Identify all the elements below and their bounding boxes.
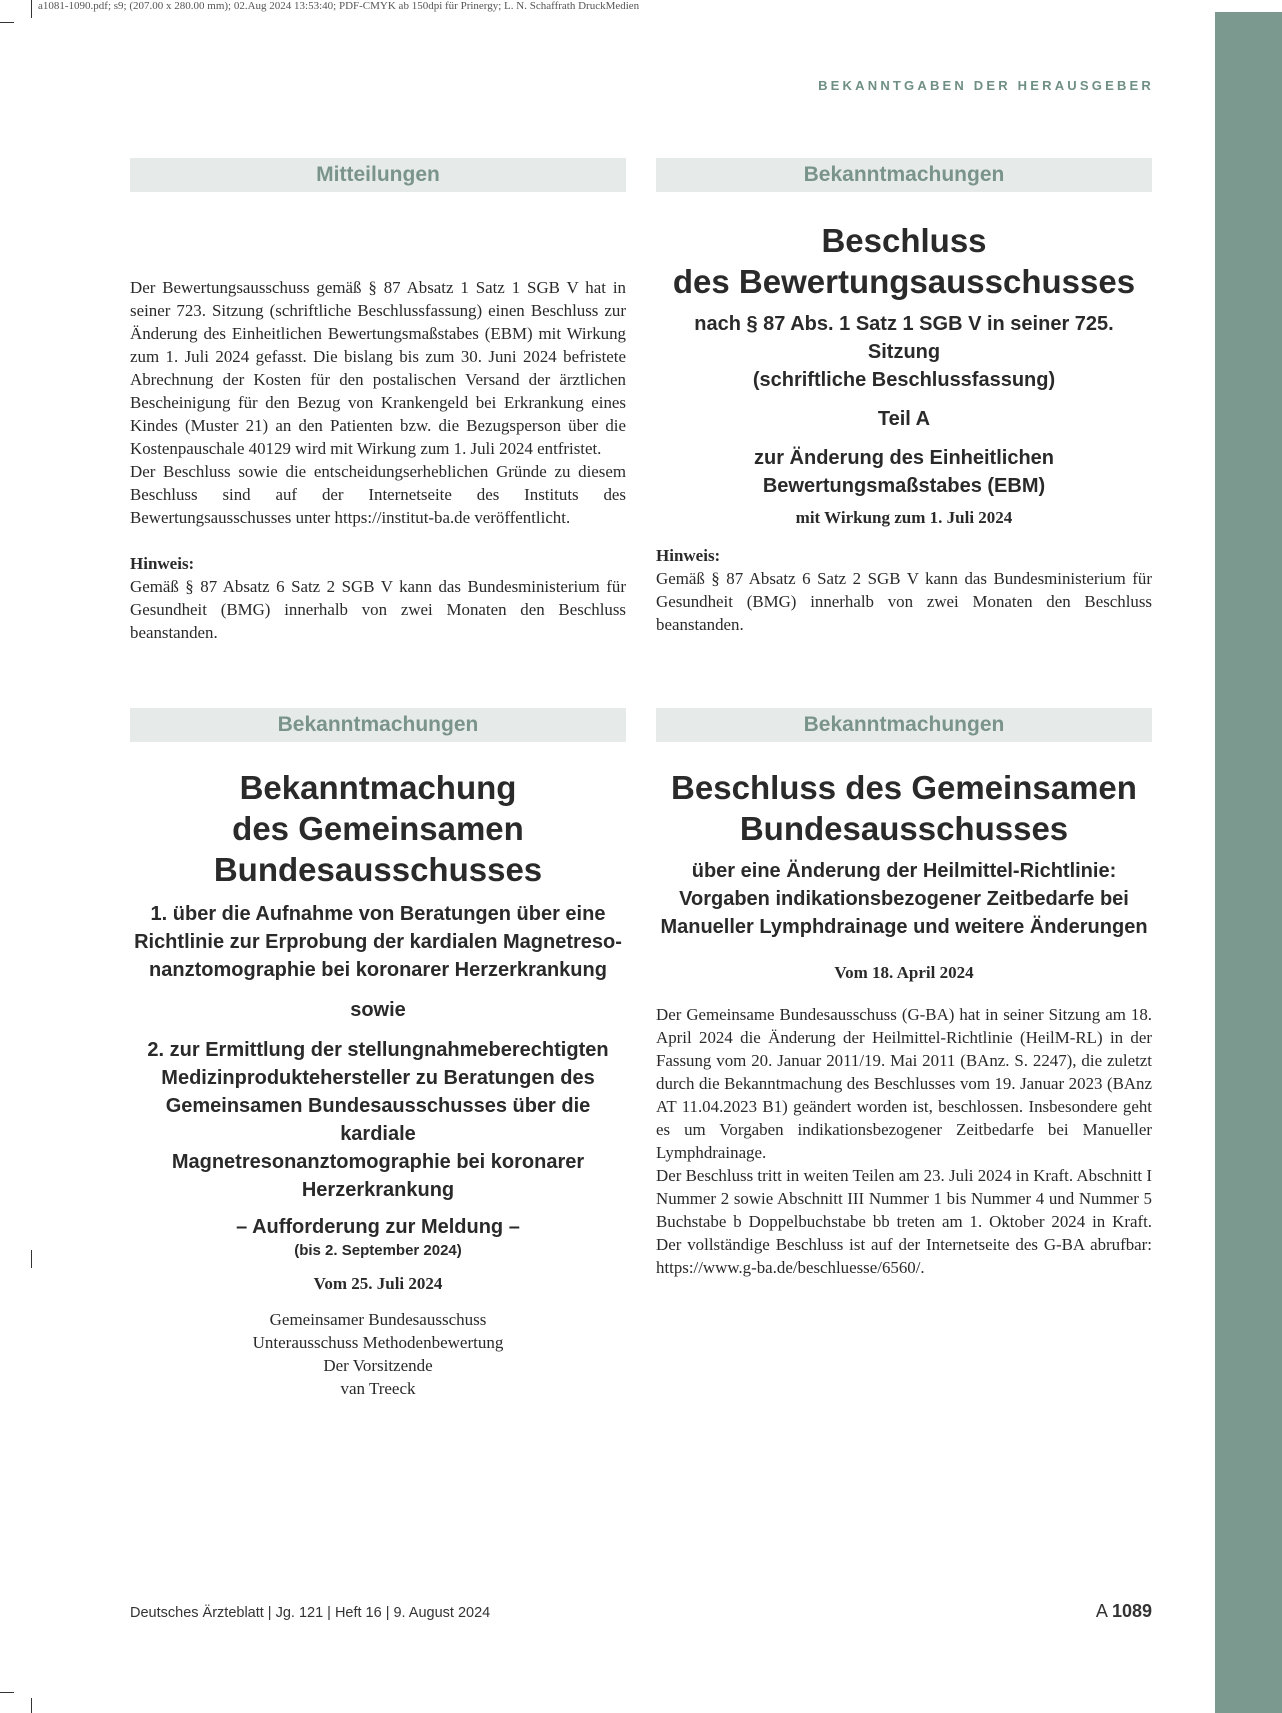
conjunction: sowie	[350, 999, 406, 1021]
article-title: Bekanntmachung	[239, 769, 517, 806]
footer-journal: Deutsches Ärzteblatt	[130, 1605, 264, 1621]
hinweis-text: Gemäß § 87 Absatz 6 Satz 2 SGB V kann das Bundesministerium für Gesundheit (BMG) innerhalb von zwei Monaten den Beschluss beanstanden.	[130, 577, 626, 642]
footer-issue: Heft 16	[334, 1605, 382, 1621]
article-title: Beschluss	[821, 222, 987, 259]
crop-mark-bottom-left-vertical	[31, 1698, 32, 1713]
page-prefix: A	[1095, 1601, 1107, 1621]
crop-mark-top-left-vertical	[31, 0, 32, 18]
article-title: Bundesausschusses	[739, 810, 1069, 847]
agenda-item-2: Medizinproduktehersteller zu Beratungen des	[161, 1067, 595, 1089]
section-head: Bekanntmachungen	[656, 158, 1152, 192]
article-title: Beschluss des Gemeinsamen	[671, 769, 1137, 806]
hinweis-title: Hinweis:	[656, 546, 721, 565]
article-title: Bundesausschusses	[213, 851, 543, 888]
effective-date: mit Wirkung zum 1. Juli 2024	[795, 508, 1013, 527]
side-color-bar	[1215, 12, 1282, 1713]
article-subtitle: nach § 87 Abs. 1 Satz 1 SGB V in seiner 725. Sitzung	[694, 313, 1114, 363]
section-head: Mitteilungen	[130, 158, 626, 192]
crop-mark-bottom-left	[0, 1692, 14, 1693]
running-head: BEKANNTGABEN DER HERAUSGEBER	[818, 78, 1154, 93]
signature-line: van Treeck	[340, 1379, 416, 1398]
article-subtitle: über eine Änderung der Heilmittel-Richtlinie:	[691, 860, 1117, 882]
agenda-item-2: Herzerkrankung	[301, 1179, 455, 1201]
block-bekanntmachung-gba	[130, 708, 626, 1400]
article-change: Bewertungsmaßstabes (EBM)	[762, 475, 1046, 497]
agenda-item-1: 1. über die Aufnahme von Beratungen über eine	[150, 903, 606, 925]
section-head: Bekanntmachungen	[130, 708, 626, 742]
crop-mark-left-mid	[31, 1250, 32, 1268]
hinweis-title: Hinweis:	[130, 554, 195, 573]
crop-mark-top-left	[0, 22, 14, 23]
agenda-item-1: nanztomographie bei koronarer Herzerkrankung	[149, 959, 607, 981]
body-paragraph: Der Beschluss sowie die entscheidungserheblichen Gründe zu diesem Beschluss sind auf der Internetseite des Instituts des Bewertungsausschusses unter https://institut-ba.de veröffentlicht.	[130, 462, 626, 527]
article-subtitle: (schriftliche Beschlussfassung)	[752, 369, 1056, 391]
agenda-item-1: Richtlinie zur Erprobung der kardialen Magnetreso-	[134, 931, 622, 953]
agenda-item-2: 2. zur Ermittlung der stellungnahmeberechtigten	[147, 1039, 609, 1061]
hinweis-text: Gemäß § 87 Absatz 6 Satz 2 SGB V kann das Bundesministerium für Gesundheit (BMG) innerhalb von zwei Monaten den Beschluss beanstanden.	[656, 569, 1152, 634]
article-subtitle: Manueller Lymphdrainage und weitere Änderungen	[660, 916, 1148, 938]
block-beschluss-bewertungsausschuss	[656, 158, 1152, 636]
call-to-register: – Aufforderung zur Meldung –	[236, 1216, 520, 1238]
footer-volume: Jg. 121	[275, 1605, 324, 1621]
print-slug: a1081-1090.pdf; s9; (207.00 x 280.00 mm); 02.Aug 2024 13:53:40; PDF-CMYK ab 150dpi für Prinergy; L. N. Schaffrath DruckMedien	[38, 0, 640, 12]
issue-date: Vom 25. Juli 2024	[313, 1274, 443, 1293]
page-number-value: 1089	[1111, 1601, 1152, 1621]
block-beschluss-gba	[656, 708, 1152, 1279]
deadline: (bis 2. September 2024)	[294, 1242, 462, 1259]
footer-citation: Deutsches Ärzteblatt | Jg. 121 | Heft 16 | 9. August 2024	[130, 1605, 491, 1621]
issue-date: Vom 18. April 2024	[834, 963, 974, 982]
body-paragraph: Der Beschluss tritt in weiten Teilen am 23. Juli 2024 in Kraft. Abschnitt I Nummer 2 sowie Abschnitt III Nummer 1 bis Nummer 4 und Nummer 5 Buchstabe b Doppelbuchstabe bb treten am 1. Oktober 2024 in Kraft. Der vollständige Beschluss ist auf der Internetseite des G-BA abrufbar: https://www.g-ba.de/beschluesse/6560/.	[656, 1166, 1152, 1277]
section-head: Bekanntmachungen	[656, 708, 1152, 742]
body-paragraph: Der Gemeinsame Bundesausschuss (G-BA) hat in seiner Sitzung am 18. April 2024 die Änderung der Heilmittel-Richtlinie (HeilM-RL) in der Fassung vom 20. Januar 2011/19. Mai 2011 (BAnz. S. 2247), die zuletzt durch die Bekanntmachung des Beschlusses vom 19. Januar 2023 (BAnz AT 11.04.2023 B1) geändert worden ist, beschlossen. Insbesondere geht es um Vorgaben indikationsbezogener Zeitbedarfe bei Manueller Lymphdrainage.	[656, 1005, 1152, 1162]
article-title: des Bewertungsausschusses	[672, 263, 1136, 300]
article-change: zur Änderung des Einheitlichen	[753, 447, 1055, 469]
body-paragraph: Der Bewertungsausschuss gemäß § 87 Absatz 1 Satz 1 SGB V hat in seiner 723. Sitzung (schriftliche Beschlussfassung) einen Beschluss zur Änderung des Einheitlichen Bewertungsmaßstabes (EBM) mit Wirkung zum 1. Juli 2024 gefasst. Die bislang bis zum 30. Juni 2024 befristete Abrechnung der Kosten für den postalischen Versand der ärztlichen Bescheinigung für den Bezug von Krankengeld bei Erkrankung eines Kindes (Muster 21) an den Patienten bzw. die Bezugsperson über die Kostenpauschale 40129 wird mit Wirkung zum 1. Juli 2024 entfristet.	[130, 278, 626, 458]
block-mitteilungen	[130, 158, 626, 644]
signature-line: Unterausschuss Methodenbewertung	[252, 1333, 504, 1352]
footer-date: 9. August 2024	[393, 1605, 491, 1621]
article-subtitle: Vorgaben indikationsbezogener Zeitbedarfe bei	[679, 888, 1129, 910]
article-part: Teil A	[877, 408, 931, 430]
article-title: des Gemeinsamen	[232, 810, 524, 847]
agenda-item-2: Gemeinsamen Bundesausschusses über die kardiale	[165, 1095, 591, 1145]
page-number	[1096, 1601, 1152, 1622]
agenda-item-2: Magnetresonanztomographie bei koronarer	[171, 1151, 585, 1173]
signature-line: Der Vorsitzende	[323, 1356, 433, 1375]
signature-line: Gemeinsamer Bundesausschuss	[269, 1310, 487, 1329]
